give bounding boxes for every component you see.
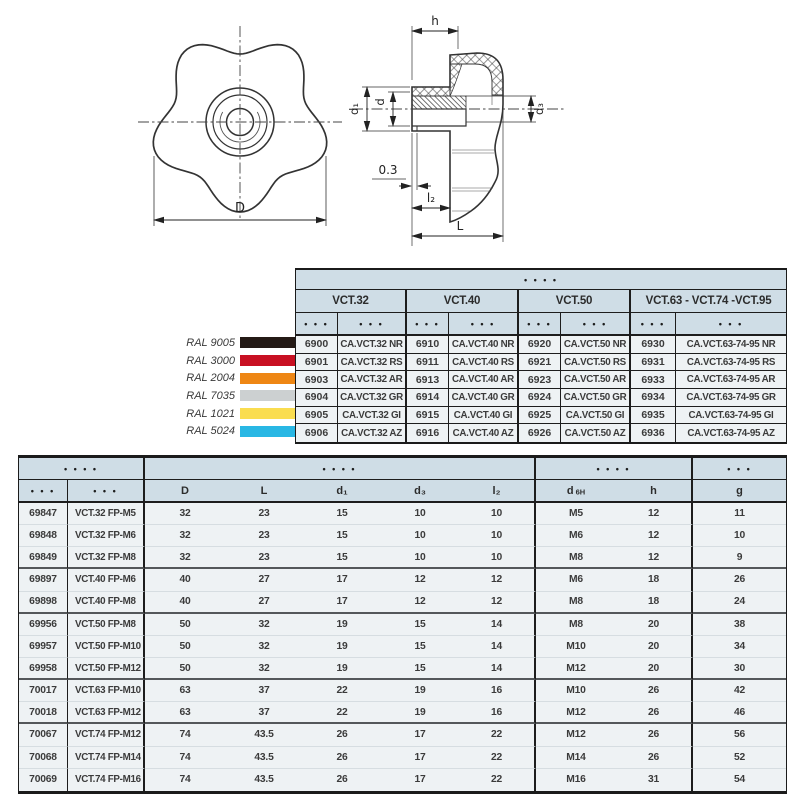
article-cell: CA.VCT.40 AR — [449, 371, 519, 389]
value-d3-cell: 10 — [381, 547, 459, 569]
code-cell: 6933 — [631, 371, 676, 389]
description-cell: VCT.50 FP-M12 — [68, 658, 145, 680]
article-cell: CA.VCT.40 RS — [449, 354, 519, 372]
code-cell: 6904 — [296, 389, 338, 407]
description-cell: VCT.32 FP-M5 — [68, 503, 145, 525]
value-l2-cell: 10 — [459, 525, 536, 547]
part-number-cell: 70017 — [19, 680, 68, 702]
description-cell: VCT.32 FP-M8 — [68, 547, 145, 569]
code-cell: 6914 — [407, 389, 449, 407]
part-number-cell: 69848 — [19, 525, 68, 547]
value-g-cell: 30 — [693, 658, 786, 680]
table-top-header: • • • • — [296, 270, 786, 290]
value-D-cell: 50 — [145, 658, 225, 680]
value-g-cell: 10 — [693, 525, 786, 547]
value-D-cell: 63 — [145, 680, 225, 702]
value-d3-cell: 10 — [381, 503, 459, 525]
value-g-cell: 34 — [693, 636, 786, 658]
value-D-cell: 32 — [145, 525, 225, 547]
dim-label-h: h — [431, 14, 439, 28]
description-cell: VCT.63 FP-M12 — [68, 702, 145, 724]
value-d1-cell: 15 — [303, 525, 381, 547]
value-g-cell: 42 — [693, 680, 786, 702]
article-cell: CA.VCT.40 GI — [449, 407, 519, 425]
value-thread-cell: M5 — [536, 503, 616, 525]
value-d3-cell: 15 — [381, 636, 459, 658]
article-cell: CA.VCT.50 GI — [561, 407, 631, 425]
value-l2-cell: 14 — [459, 658, 536, 680]
code-cell: 6925 — [519, 407, 561, 425]
value-D-cell: 50 — [145, 614, 225, 636]
article-cell: CA.VCT.32 AZ — [338, 424, 407, 442]
value-L-cell: 32 — [225, 614, 303, 636]
value-thread-cell: M14 — [536, 747, 616, 769]
value-thread-cell: M10 — [536, 636, 616, 658]
value-thread-cell: M10 — [536, 680, 616, 702]
value-L-cell: 37 — [225, 680, 303, 702]
value-thread-cell: M6 — [536, 569, 616, 591]
value-l2-cell: 12 — [459, 592, 536, 614]
subheader-dots: • • • — [519, 313, 561, 336]
part-number-cell: 69847 — [19, 503, 68, 525]
part-number-cell: 70068 — [19, 747, 68, 769]
value-h-cell: 31 — [616, 769, 693, 791]
value-l2-cell: 16 — [459, 702, 536, 724]
value-D-cell: 74 — [145, 769, 225, 791]
value-d1-cell: 26 — [303, 747, 381, 769]
code-cell: 6905 — [296, 407, 338, 425]
description-cell: VCT.50 FP-M8 — [68, 614, 145, 636]
value-L-cell: 23 — [225, 525, 303, 547]
group-header-vct40: VCT.40 — [407, 290, 519, 313]
column-header-code: • • • — [19, 480, 68, 503]
code-cell: 6926 — [519, 424, 561, 442]
column-header-L: L — [225, 480, 303, 503]
article-cell: CA.VCT.50 NR — [561, 336, 631, 354]
subheader-dots: • • • — [561, 313, 631, 336]
knob-front-view — [138, 26, 342, 226]
value-d3-cell: 10 — [381, 525, 459, 547]
legend-row — [150, 405, 296, 423]
value-L-cell: 27 — [225, 592, 303, 614]
ral-label: RAL 3000 — [186, 354, 235, 367]
article-cell: CA.VCT.63-74-95 GI — [676, 407, 786, 425]
column-header-d3: d₃ — [381, 480, 459, 503]
group-header-article: • • • • — [19, 458, 145, 480]
description-cell: VCT.40 FP-M6 — [68, 569, 145, 591]
value-L-cell: 23 — [225, 547, 303, 569]
color-codes-table — [295, 268, 787, 444]
value-g-cell: 38 — [693, 614, 786, 636]
ral-label: RAL 7035 — [186, 389, 235, 402]
legend-row — [150, 387, 296, 405]
article-cell: CA.VCT.40 NR — [449, 336, 519, 354]
dim-label-L: L — [456, 219, 464, 233]
legend-row — [150, 369, 296, 387]
code-cell: 6934 — [631, 389, 676, 407]
part-number-cell: 70069 — [19, 769, 68, 791]
value-thread-cell: M8 — [536, 592, 616, 614]
code-cell: 6921 — [519, 354, 561, 372]
code-cell: 6935 — [631, 407, 676, 425]
value-thread-cell: M12 — [536, 724, 616, 746]
value-h-cell: 12 — [616, 525, 693, 547]
value-g-cell: 46 — [693, 702, 786, 724]
value-l2-cell: 22 — [459, 724, 536, 746]
column-header-h: h — [616, 480, 693, 503]
part-number-cell: 69957 — [19, 636, 68, 658]
part-number-cell: 69958 — [19, 658, 68, 680]
value-d3-cell: 17 — [381, 769, 459, 791]
value-h-cell: 26 — [616, 702, 693, 724]
dim-label-chamfer: 0.3 — [378, 163, 398, 177]
description-cell: VCT.40 FP-M8 — [68, 592, 145, 614]
code-cell: 6913 — [407, 371, 449, 389]
article-cell: CA.VCT.63-74-95 AZ — [676, 424, 786, 442]
description-cell: VCT.32 FP-M6 — [68, 525, 145, 547]
group-header-dimensions: • • • • — [145, 458, 536, 480]
ral-legend — [150, 334, 296, 440]
value-D-cell: 40 — [145, 569, 225, 591]
color-swatch — [240, 408, 296, 419]
d6h-sub: 6H — [575, 487, 586, 497]
article-cell: CA.VCT.50 RS — [561, 354, 631, 372]
value-d1-cell: 26 — [303, 769, 381, 791]
code-cell: 6930 — [631, 336, 676, 354]
dim-label-l2: l₂ — [426, 191, 436, 205]
value-L-cell: 23 — [225, 503, 303, 525]
ral-label: RAL 9005 — [186, 336, 235, 349]
part-number-cell: 69897 — [19, 569, 68, 591]
value-D-cell: 63 — [145, 702, 225, 724]
value-L-cell: 32 — [225, 658, 303, 680]
column-header-d6H — [536, 480, 616, 503]
dim-label-d3: d₃ — [532, 103, 546, 115]
value-l2-cell: 16 — [459, 680, 536, 702]
code-cell: 6910 — [407, 336, 449, 354]
article-cell: CA.VCT.40 AZ — [449, 424, 519, 442]
article-cell: CA.VCT.32 NR — [338, 336, 407, 354]
article-cell: CA.VCT.63-74-95 RS — [676, 354, 786, 372]
code-cell: 6915 — [407, 407, 449, 425]
value-thread-cell: M12 — [536, 702, 616, 724]
value-d1-cell: 15 — [303, 547, 381, 569]
value-D-cell: 50 — [145, 636, 225, 658]
subheader-dots: • • • — [631, 313, 676, 336]
value-l2-cell: 10 — [459, 503, 536, 525]
subheader-dots: • • • — [296, 313, 338, 336]
legend-row — [150, 352, 296, 370]
hub-section-hatch — [412, 87, 450, 96]
value-d1-cell: 22 — [303, 702, 381, 724]
part-number-cell: 69849 — [19, 547, 68, 569]
code-cell: 6923 — [519, 371, 561, 389]
value-d1-cell: 19 — [303, 636, 381, 658]
article-cell: CA.VCT.50 AR — [561, 371, 631, 389]
value-d1-cell: 19 — [303, 614, 381, 636]
value-d3-cell: 17 — [381, 724, 459, 746]
value-h-cell: 20 — [616, 614, 693, 636]
description-cell: VCT.74 FP-M12 — [68, 724, 145, 746]
value-thread-cell: M8 — [536, 614, 616, 636]
value-h-cell: 20 — [616, 636, 693, 658]
value-g-cell: 24 — [693, 592, 786, 614]
value-L-cell: 37 — [225, 702, 303, 724]
value-g-cell: 26 — [693, 569, 786, 591]
value-thread-cell: M8 — [536, 547, 616, 569]
value-d3-cell: 12 — [381, 569, 459, 591]
value-L-cell: 43.5 — [225, 769, 303, 791]
code-cell: 6916 — [407, 424, 449, 442]
dimensions-table — [18, 455, 787, 794]
value-thread-cell: M16 — [536, 769, 616, 791]
article-cell: CA.VCT.50 GR — [561, 389, 631, 407]
ral-label: RAL 2004 — [186, 372, 235, 385]
insert-section-hatch — [412, 96, 466, 109]
value-d3-cell: 19 — [381, 702, 459, 724]
value-d1-cell: 17 — [303, 569, 381, 591]
value-l2-cell: 22 — [459, 769, 536, 791]
d6h-main: d — [566, 484, 574, 497]
value-d3-cell: 19 — [381, 680, 459, 702]
article-cell: CA.VCT.40 GR — [449, 389, 519, 407]
column-header-description: • • • — [68, 480, 145, 503]
article-cell: CA.VCT.32 GI — [338, 407, 407, 425]
group-header-weight: • • • — [693, 458, 786, 480]
technical-drawings — [0, 0, 790, 260]
code-cell: 6924 — [519, 389, 561, 407]
value-h-cell: 18 — [616, 569, 693, 591]
subheader-dots: • • • — [407, 313, 449, 336]
description-cell: VCT.50 FP-M10 — [68, 636, 145, 658]
value-h-cell: 12 — [616, 503, 693, 525]
value-thread-cell: M12 — [536, 658, 616, 680]
value-l2-cell: 10 — [459, 547, 536, 569]
value-d1-cell: 22 — [303, 680, 381, 702]
value-L-cell: 32 — [225, 636, 303, 658]
article-cell: CA.VCT.50 AZ — [561, 424, 631, 442]
subheader-dots: • • • — [449, 313, 519, 336]
color-swatch — [240, 390, 296, 401]
group-header-thread: • • • • — [536, 458, 693, 480]
value-D-cell: 74 — [145, 747, 225, 769]
color-swatch — [240, 373, 296, 384]
description-cell: VCT.74 FP-M14 — [68, 747, 145, 769]
code-cell: 6931 — [631, 354, 676, 372]
code-cell: 6906 — [296, 424, 338, 442]
knob-section-view — [347, 14, 566, 246]
column-header-l2: l₂ — [459, 480, 536, 503]
value-d3-cell: 12 — [381, 592, 459, 614]
value-d1-cell: 26 — [303, 724, 381, 746]
article-cell: CA.VCT.63-74-95 NR — [676, 336, 786, 354]
code-cell: 6903 — [296, 371, 338, 389]
subheader-dots: • • • — [676, 313, 786, 336]
code-cell: 6936 — [631, 424, 676, 442]
value-g-cell: 56 — [693, 724, 786, 746]
dim-label-d1: d₁ — [347, 103, 361, 115]
article-cell: CA.VCT.63-74-95 AR — [676, 371, 786, 389]
color-swatch — [240, 337, 296, 348]
dim-label-D: D — [234, 201, 246, 216]
value-g-cell: 11 — [693, 503, 786, 525]
value-g-cell: 52 — [693, 747, 786, 769]
group-header-vct50: VCT.50 — [519, 290, 631, 313]
value-d3-cell: 15 — [381, 658, 459, 680]
article-cell: CA.VCT.32 RS — [338, 354, 407, 372]
code-cell: 6900 — [296, 336, 338, 354]
value-d3-cell: 17 — [381, 747, 459, 769]
value-l2-cell: 22 — [459, 747, 536, 769]
dim-label-d: d — [373, 98, 387, 106]
description-cell: VCT.63 FP-M10 — [68, 680, 145, 702]
code-cell: 6911 — [407, 354, 449, 372]
part-number-cell: 70018 — [19, 702, 68, 724]
value-D-cell: 40 — [145, 592, 225, 614]
color-swatch — [240, 426, 296, 437]
value-l2-cell: 14 — [459, 636, 536, 658]
value-L-cell: 43.5 — [225, 724, 303, 746]
value-d1-cell: 17 — [303, 592, 381, 614]
ral-label: RAL 5024 — [186, 425, 235, 438]
value-d1-cell: 19 — [303, 658, 381, 680]
value-g-cell: 54 — [693, 769, 786, 791]
group-header-vct32: VCT.32 — [296, 290, 407, 313]
group-header-vct63-74-95: VCT.63 - VCT.74 -VCT.95 — [631, 290, 786, 313]
legend-row — [150, 334, 296, 352]
color-swatch — [240, 355, 296, 366]
part-number-cell: 69898 — [19, 592, 68, 614]
value-l2-cell: 12 — [459, 569, 536, 591]
value-h-cell: 26 — [616, 747, 693, 769]
value-D-cell: 32 — [145, 547, 225, 569]
ral-label: RAL 1021 — [186, 407, 235, 420]
legend-row — [150, 422, 296, 440]
value-l2-cell: 14 — [459, 614, 536, 636]
article-cell: CA.VCT.63-74-95 GR — [676, 389, 786, 407]
column-header-g: g — [693, 480, 786, 503]
value-h-cell: 18 — [616, 592, 693, 614]
article-cell: CA.VCT.32 AR — [338, 371, 407, 389]
value-D-cell: 32 — [145, 503, 225, 525]
subheader-dots: • • • — [338, 313, 407, 336]
value-d3-cell: 15 — [381, 614, 459, 636]
article-cell: CA.VCT.32 GR — [338, 389, 407, 407]
value-h-cell: 20 — [616, 658, 693, 680]
value-thread-cell: M6 — [536, 525, 616, 547]
value-L-cell: 43.5 — [225, 747, 303, 769]
column-header-d1: d₁ — [303, 480, 381, 503]
description-cell: VCT.74 FP-M16 — [68, 769, 145, 791]
section-body-outline — [412, 53, 503, 222]
value-D-cell: 74 — [145, 724, 225, 746]
value-L-cell: 27 — [225, 569, 303, 591]
value-d1-cell: 15 — [303, 503, 381, 525]
part-number-cell: 69956 — [19, 614, 68, 636]
value-g-cell: 9 — [693, 547, 786, 569]
value-h-cell: 12 — [616, 547, 693, 569]
value-h-cell: 26 — [616, 724, 693, 746]
code-cell: 6901 — [296, 354, 338, 372]
part-number-cell: 70067 — [19, 724, 68, 746]
code-cell: 6920 — [519, 336, 561, 354]
column-header-D: D — [145, 480, 225, 503]
value-h-cell: 26 — [616, 680, 693, 702]
